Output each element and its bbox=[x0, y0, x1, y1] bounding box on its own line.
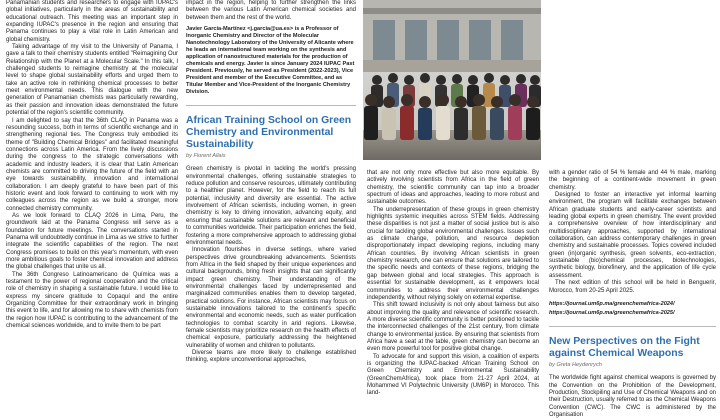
body-paragraph: The underrepresentation of these groups in green chemistry highlights systemic inequities across STEM fields. Addressing these disparities is not just a matter of social justice but is also crucial for tackling global environmental challenges. Issues such as climate change, pollution, and resource depletion disproportionately impact developing regions, including many African countries. By involving African scientists in green chemistry research, one can ensure that solutions are tailored to the specific needs and contexts of these regions, bridging the gap between global and local strategies. This approach is essential for sustainable development, as it empowers local communities to address their environmental challenges independently, without relying solely on external expertise. bbox=[367, 206, 539, 301]
body-paragraph: Green chemistry is pivotal in tackling the world's pressing environmental challenges, offering sustainable strategies to reduce pollution and conserve resources, ultimately contributing to a healthier planet. However, for the field to reach its full potential, inclusivity and diversity are essential. The active involvement of African scientists, including women, in green chemistry is key to driving innovation, advancing equity, and ensuring that sustainable solutions are relevant and beneficial to communities worldwide. Their participation enriches the field, fostering a more comprehensive approach to addressing global environmental needs. bbox=[186, 166, 356, 246]
body-paragraph: The worldwide fight against chemical weapons is governed by the Convention on the Prohibition of the Development, Production, Stockpiling and Use of Chemical Weapons and on their Destruction, usually referred to as the Chemical Weapons Convention (CWC). The CWC is administered by the Organisation bbox=[549, 375, 716, 419]
body-paragraph: impact in the region, helping to further strengthen the links between the various Latin American chemical societies and between them and the rest of the world. bbox=[186, 0, 356, 21]
article-column-4 bbox=[549, 170, 716, 419]
body-paragraph: The 36th Congreso Latinoamericano de Química was a testament to the power of regional cooperation and the critical role of chemistry in shaping a sustainable future. I would like to express my sincere gratitude to Copaquí and the entire Organizing Committee for their extraordinary work in bringing this event to life, and for allowing me to share with chemists from the region how IUPAC is contributing to the advancement of the chemical sciences worldwide, and to invite them to be part bbox=[6, 271, 178, 330]
article-column-1 bbox=[6, 0, 178, 400]
article-byline: by Greta Heydenrych bbox=[549, 362, 602, 369]
body-paragraph: Diverse teams are more likely to challenge established thinking, explore unconventional approaches, bbox=[186, 350, 356, 364]
body-paragraph: To advocate for and support this vision, a coalition of experts is organizing the IUPAC-backed African Training School on Green Chemistry and Environmental Sustainability (GreenChemAfrica), took place from 21-27 April 2024, at Mohammed VI Polytechnic University (UM6P) in Morocco. This land- bbox=[367, 353, 539, 397]
body-paragraph: This shift toward inclusivity is not only about fairness but also about improving the quality and relevance of scientific research. A more diverse scientific community is better positioned to tackle the interconnected challenges of the 21st century, from climate change to environmental justice. By ensuring that scientists from Africa have a seat at the table, green chemistry can become an even more powerful tool for positive global change. bbox=[367, 302, 539, 353]
body-paragraph: Panamanian students and researchers to engage with IUPAC's global initiatives, particularly in the areas of sustainability and educational outreach. This meeting was an important step in expanding IUPAC's presence in the region and ensuring that Panama continues to play a vital role in Latin American and global chemistry. bbox=[6, 0, 178, 43]
body-paragraph: Taking advantage of my visit to the University of Panama, I gave a talk to their chemistry students entitled "Reimagining Our Relationship with the Planet at a Molecular Scale." In this talk, I challenged students to reimagine chemistry at the molecular level to shape global sustainability efforts and urged them to take an active role in rethinking chemical processes to better meet environmental needs. This dialogue with the new generation of Panamanian chemists was particularly rewarding, as their passion and innovation ideas demonstrated the future potential of the region's scientific community. bbox=[6, 44, 178, 117]
reference-link[interactable]: https://journal.um6p.ma/greenchemafrica-2024/ bbox=[549, 300, 675, 307]
article-title: African Training School on Green Chemistry and Environmental Sustainability bbox=[186, 115, 352, 150]
article-title: New Perspectives on the Fight against Chemical Weapons bbox=[549, 335, 700, 359]
author-bio: Javier García-Martínez <j.garcia@ua.es> is a Professor of Inorganic Chemistry and Director of the Molecular Nanotechnology Laboratory of the University of Alicante where he leads an international team working on the synthesis and application of nanostructured materials for the production of chemicals and energy. Javier is since January 2024 IUPAC Past President. Previously, he served as President (2022-2023), Vice President and member of the Executive Committee, and as Titular Member and Vice-President of the Inorganic Chemistry Division. bbox=[186, 26, 355, 96]
article-column-2 bbox=[186, 0, 356, 400]
body-paragraph: Innovation flourishes in diverse settings, where varied perspectives drive groundbreaking advancements. Scientists from Africa in the field shaped by their unique experiences and cultural backgrounds, bring fresh insights that can significantly impact green chemistry. Their understanding of the environmental challenges faced by underrepresented and marginalized communities enables them to develop targeted, practical solutions. For instance, African scientists may focus on sustainable innovations tailored to the continent's specific environmental and economic needs, such as water purification technologies to combat scarcity in arid regions. Likewise, female scientists may prioritize research on the health effects of chemical exposure, particularly addressing the heightened vulnerability of women and children to pollutants. bbox=[186, 247, 356, 349]
body-paragraph: Designed to foster an interactive yet informal learning environment, the program will facilitate exchanges between African graduate students and early-career scientists and leading global experts in green chemistry. The event provided a comprehensive overview of how interdisciplinary and multidisciplinary approaches, supported by international collaboration, can address contemporary challenges in green chemistry and sustainable processes. Topics covered included green (in)organic synthesis, green solvents, eco-extraction, sustainable (bio)chemical processes, biotechnologies, synthetic biology, biorefinery, and the application of life cycle assessment. bbox=[549, 192, 716, 279]
body-paragraph: As we look forward to CLAQ 2026 in Lima, Peru, the groundwork laid at the Panama Congress will serve as a foundation for future meetings. The conversations started in Panama will undoubtedly continue in Lima as we strive to further integrate the scientific capabilities of the region. The next Congress promises to build on this year's momentum, with even more ambitious goals to foster chemical innovation and address the global challenges that unite us all. bbox=[6, 212, 178, 271]
body-paragraph: I am delighted to say that the 36th CLAQ in Panama was a resounding success, both in terms of scientific exchange and in strengthening regional ties. The Congress truly embodied its theme of "Building Chemical Bridges" and facilitated meaningful connections across Latin America. From the lively discussions during the congress to the strategic conversations with academic and industry leaders, it is clear that Latin American chemists are committed to driving the future of the field with an eye towards sustainability, innovation and international collaboration. I am deeply grateful to have been part of this historic event and look forward to continuing to work with my colleagues across the region as we build a stronger, more connected chemistry community. bbox=[6, 117, 178, 212]
body-paragraph: that are not only more effective but also more equitable. By actively involving scientists from Africa in the field of green chemistry, the scientific community can tap into a broader spectrum of ideas and approaches, leading to more robust and sustainable outcomes. bbox=[367, 170, 539, 206]
article-byline: by Florent Allais bbox=[186, 153, 226, 160]
body-paragraph: The next edition of this school will be held in Benguerir, Morocco, from 20-25 April 2025. bbox=[549, 280, 716, 294]
body-paragraph: with a gender ratio of 54 % female and 44 % male, marking the beginning of a continent-wide movement in green chemistry. bbox=[549, 170, 716, 191]
group-photo-image bbox=[363, 0, 541, 160]
section-divider bbox=[549, 326, 716, 327]
article-column-3 bbox=[367, 170, 539, 400]
group-photo bbox=[363, 0, 541, 160]
section-divider bbox=[186, 105, 356, 106]
reference-link[interactable]: https://journal.um6p.ma/greenchemafrica-2025/ bbox=[549, 309, 675, 316]
